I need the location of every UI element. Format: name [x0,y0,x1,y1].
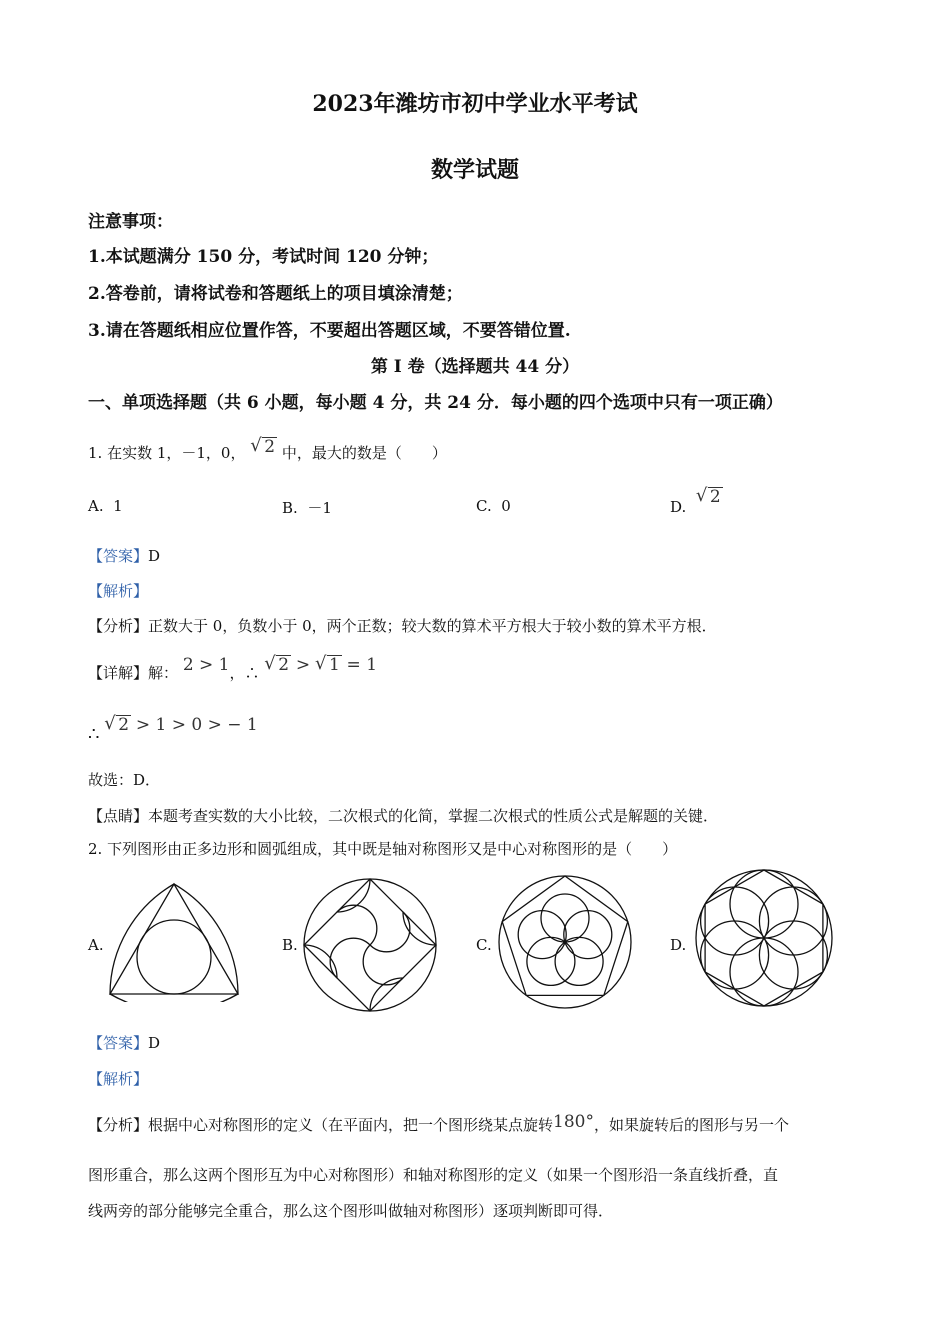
q2-fenxi-line-1b: ，如果旋转后的图形与另一个 [593,1116,789,1134]
notice-item-1: 1.本试题满分 150 分，考试时间 120 分钟； [88,247,439,267]
q1-stem-prefix: 1. 在实数 1，－1，0， [88,444,246,462]
q1-detail-radicand-1: 1 [328,655,340,675]
figure-c-petal-4 [527,937,575,985]
q1-option-b-text: －1 [307,499,332,517]
q1-chain-sqrt: √ 2 [104,713,130,735]
figure-c-petal-2 [564,911,612,959]
q1-detail [88,653,378,683]
q1-option-a-text: 1 [113,497,123,515]
q2-answer [88,1032,160,1053]
q2-fenxi-line-1a: 根据中心对称图形的定义（在平面内，把一个图形绕某点旋转 [148,1116,554,1134]
q1-stem-radicand: 2 [264,437,276,457]
q2-figure-c [497,874,633,1010]
figure-a-reuleaux-arcs [110,884,238,1002]
q2-answer-value: D [148,1034,161,1052]
q2-stem: 2. 下列图形由正多边形和圆弧组成，其中既是轴对称图形又是中心对称图形的是（ ） [88,840,678,858]
q2-figure-a [106,878,242,1002]
q2-analysis-tag: 【解析】 [88,1070,149,1088]
q1-option-d-radicand: 2 [709,487,721,507]
q1-detail-eq: = 1 [346,655,378,675]
q1-option-b-label: B. [282,499,298,517]
q2-figure-b [302,877,438,1013]
q1-chain-therefore: ∴ [88,724,100,745]
q1-choose: 故选：D． [88,771,161,789]
q2-fenxi-line-1 [88,1114,789,1135]
q1-chain-rest: > 1 > 0 > − 1 [135,715,258,735]
q1-answer-value: D [148,547,161,565]
q1-option-c [476,497,511,515]
q2-figure-d [694,868,834,1008]
q2-option-d-label: D. [670,936,687,954]
figure-c-petal-1 [541,894,589,942]
q2-fenxi-tag: 【分析】 [88,1116,149,1134]
notice-item-3: 3.请在答题纸相应位置作答，不要超出答题区域，不要答错位置. [88,321,571,341]
q1-option-c-text: 0 [501,497,511,515]
q1-chain-radicand: 2 [118,715,130,735]
q2-option-a-label: A. [88,936,104,954]
q1-option-b [282,497,332,518]
q1-detail-sqrt2: √ 2 [264,653,290,675]
q2-answer-tag: 【答案】 [88,1034,149,1052]
q1-option-a [88,497,123,515]
notice-item-2: 2.答卷前，请将试卷和答题纸上的项目填涂清楚； [88,284,463,304]
q1-stem [88,435,447,463]
section-title: 一、单项选择题（共 6 小题，每小题 4 分，共 24 分．每小题的四个选项中只有一项正确） [88,393,783,413]
figure-c-petal-3 [555,937,603,985]
q1-detail-gt: > [295,655,311,675]
q1-fenxi-tag: 【分析】 [88,617,149,635]
q2-fenxi-degree: 180° [553,1112,594,1132]
q1-detail-therefore: ，∴ [229,664,260,682]
q2-option-b-label: B. [282,936,298,954]
q1-detail-tag: 【详解】 [88,664,149,682]
q1-detail-radicand-2: 2 [278,655,290,675]
q1-detail-prefix: 解： [148,664,179,682]
part-title: 第 I 卷（选择题共 44 分） [370,357,580,377]
notice-heading: 注意事项： [88,212,173,232]
q1-detail-sqrt1: √ 1 [314,653,340,675]
q1-stem-sqrt: √ 2 [250,435,276,457]
q1-fenxi-text: 正数大于 0，负数小于 0，两个正数；较大数的算术平方根大于较小数的算术平方根． [148,617,717,635]
q1-dianjing-text: 本题考查实数的大小比较，二次根式的化简，掌握二次根式的性质公式是解题的关键． [148,807,719,825]
q1-answer-tag: 【答案】 [88,547,149,565]
q1-option-c-label: C. [476,497,492,515]
q2-option-c-label: C. [476,936,492,954]
q1-option-d-label: D. [670,498,687,516]
q1-dianjing-tag: 【点睛】 [88,807,149,825]
page-subtitle: 数学试题 [430,157,519,183]
q1-chain [88,713,258,745]
q1-option-d-sqrt: √ 2 [695,485,721,507]
q1-dianjing [88,805,718,826]
q2-fenxi-line-2: 图形重合，那么这两个图形互为中心对称图形）和轴对称图形的定义（如果一个图形沿一条直线折叠，直 [88,1166,779,1184]
figure-a-circle [137,920,211,994]
q1-analysis-tag: 【解析】 [88,582,149,600]
page-title: 2023年潍坊市初中学业水平考试 [312,91,638,117]
q2-fenxi-line-3: 线两旁的部分能够完全重合，那么这个图形叫做轴对称图形）逐项判断即可得． [88,1202,614,1220]
q1-stem-suffix: 中，最大的数是（ ） [281,444,447,462]
q1-detail-ineq1: 2 > 1 [182,655,230,675]
q1-option-a-label: A. [88,497,104,515]
q1-fenxi [88,615,717,636]
q1-answer [88,545,160,566]
figure-a-triangle [110,884,238,994]
q1-option-d [670,485,723,517]
figure-c-petal-5 [518,911,566,959]
